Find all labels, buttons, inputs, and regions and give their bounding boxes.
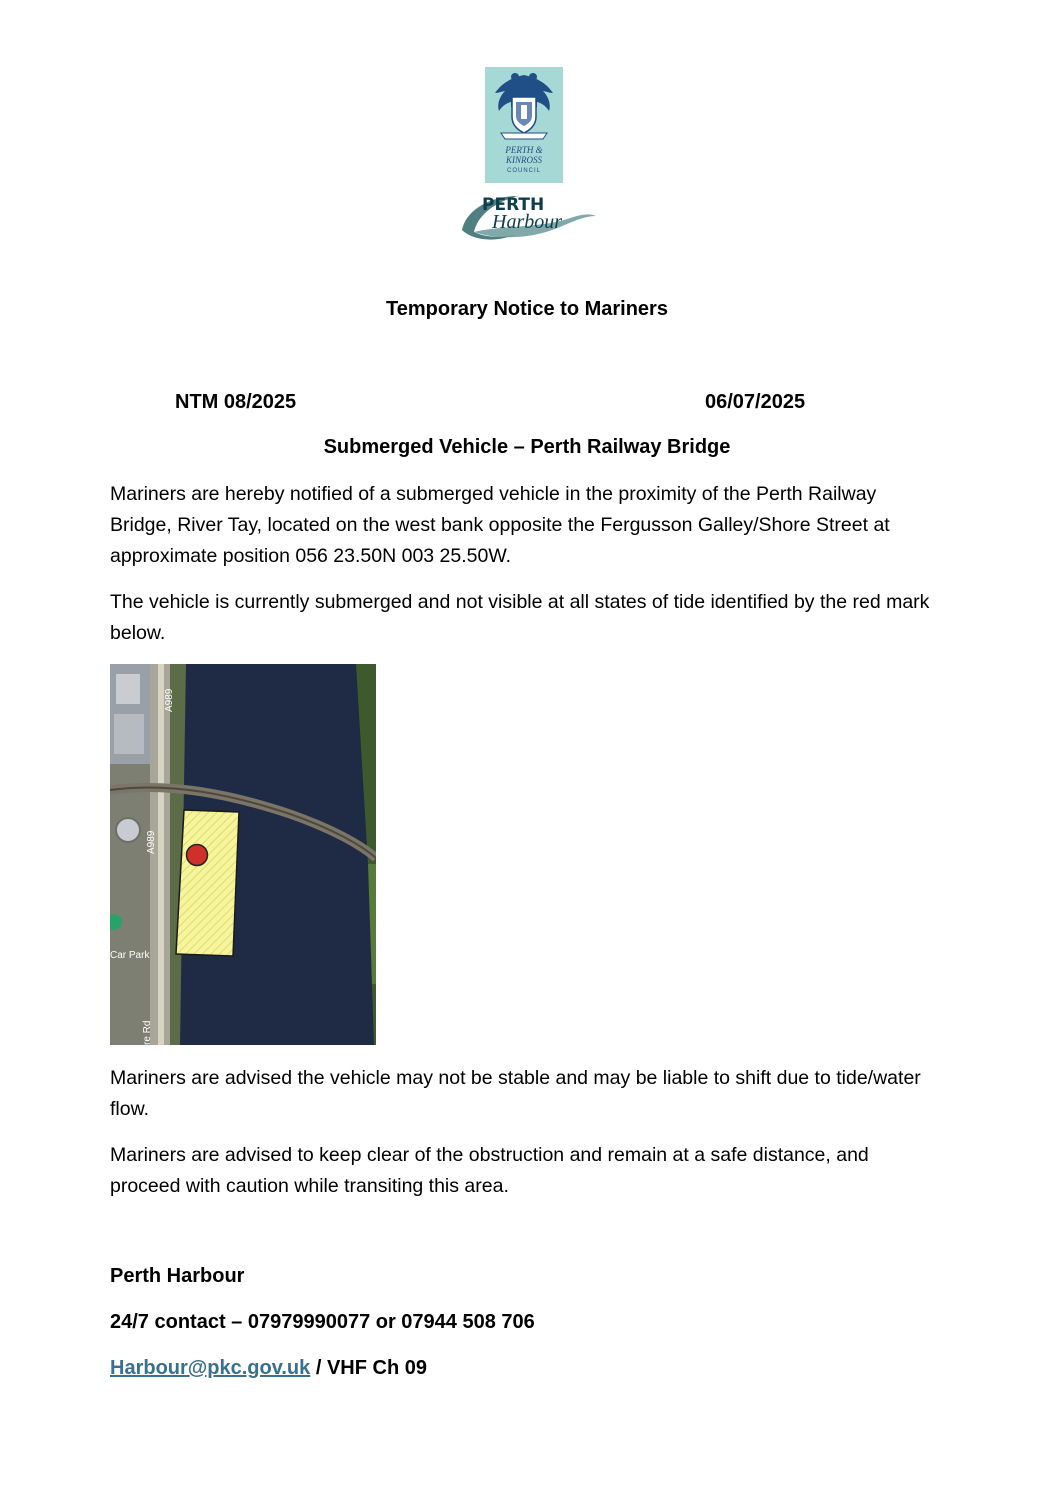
paragraph-visibility: The vehicle is currently submerged and not visible at all states of tide identified by the red mark below. <box>110 591 930 644</box>
vhf-channel: / VHF Ch 09 <box>310 1357 427 1379</box>
notice-number: NTM 08/2025 <box>175 391 297 413</box>
perth-harbour-logo <box>456 186 602 244</box>
notice-title: Temporary Notice to Mariners <box>386 298 668 320</box>
notice-subject: Submerged Vehicle – Perth Railway Bridge <box>323 436 731 458</box>
paragraph-advice: Mariners are advised to keep clear of the obstruction and remain at a safe distance, and proceed with caution while transiting this area. <box>110 1144 869 1197</box>
notice-date: 06/07/2025 <box>705 391 806 413</box>
crest-line-2: KINROSS <box>506 155 542 165</box>
council-crest-logo <box>485 67 563 183</box>
paragraph-location: Mariners are hereby notified of a submerged vehicle in the proximity of the Perth Railway Bridge, River Tay, located on the west bank opposite the Fergusson Galley/Shore Street at approximate position 056 23.50N 003 25.50W. <box>110 483 890 567</box>
signature-email-line <box>110 1357 427 1380</box>
location-map-image <box>110 664 376 1045</box>
map-road-label-top: A989 <box>164 688 175 712</box>
map-road-label-mid: A989 <box>146 830 157 854</box>
map-car-park-label: Car Park <box>110 950 150 961</box>
vehicle-position-marker <box>187 845 208 866</box>
paragraph-stability: Mariners are advised the vehicle may not be stable and may be liable to shift due to tide/water flow. <box>110 1067 921 1120</box>
signature-organisation: Perth Harbour <box>110 1265 245 1287</box>
crest-line-1: PERTH & <box>505 145 543 155</box>
map-road-label-bottom: re Rd <box>142 1020 153 1045</box>
harbour-logo-word-2: Harbour <box>492 211 563 233</box>
email-link[interactable]: Harbour@pkc.gov.uk <box>110 1357 311 1379</box>
hazard-zone <box>176 810 239 956</box>
crest-line-3: COUNCIL <box>506 168 542 174</box>
signature-contact: 24/7 contact – 07979990077 or 07944 508 706 <box>110 1311 535 1333</box>
harbour-logo-word-1: PERTH <box>482 195 545 215</box>
